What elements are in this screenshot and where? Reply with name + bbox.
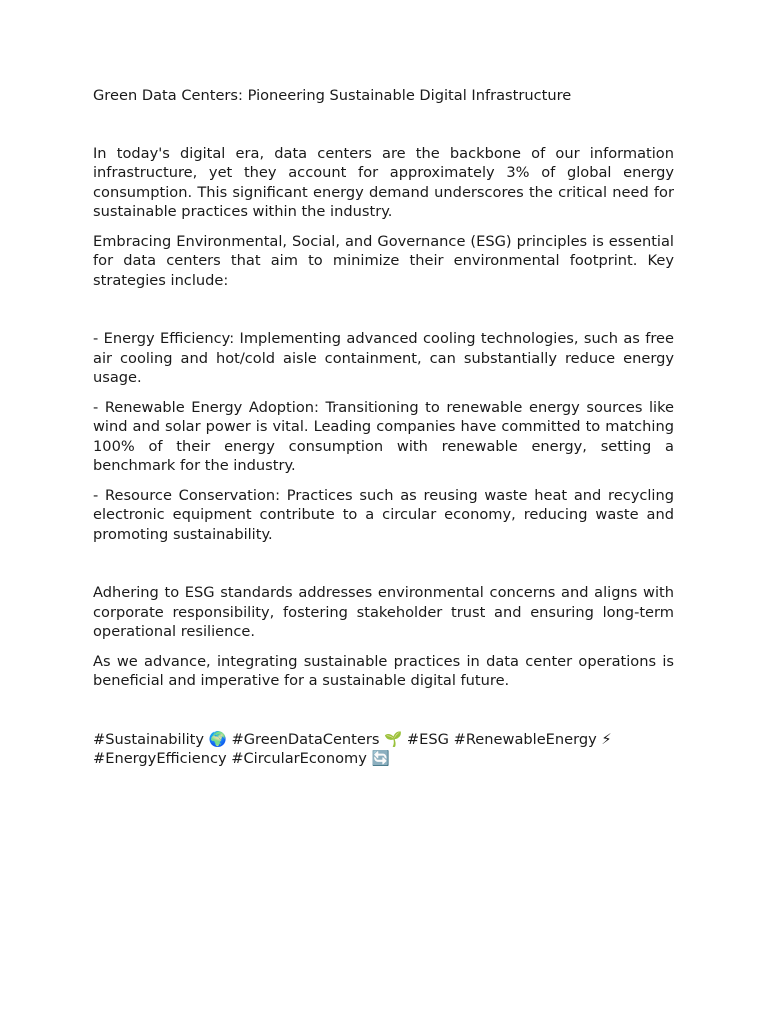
conclusion-paragraph: As we advance, integrating sustainable practices in data center operations is beneficial and imperative for a sustainable digital future. bbox=[93, 652, 674, 689]
strategy-item: - Renewable Energy Adoption: Transitioning to renewable energy sources like wind and solar power is vital. Leading companies have committed to matching 100% of their energy consumption with renewable energy, setting a benchmark for the industry. bbox=[93, 398, 674, 474]
strategy-item: - Resource Conservation: Practices such as reusing waste heat and recycling electronic equipment contribute to a circular economy, reducing waste and promoting sustainability. bbox=[93, 486, 674, 543]
paragraph-spacer bbox=[93, 554, 674, 583]
intro-paragraph: In today's digital era, data centers are the backbone of our information infrastructure, yet they account for approximately 3% of global energy consumption. This significant energy demand underscores the critical need for sustainable practices within the industry. bbox=[93, 144, 674, 220]
paragraph-spacer bbox=[93, 300, 674, 329]
document-title: Green Data Centers: Pioneering Sustainable Digital Infrastructure bbox=[93, 87, 572, 104]
intro-paragraph: Embracing Environmental, Social, and Governance (ESG) principles is essential for data centers that aim to minimize their environmental footprint. Key strategies include: bbox=[93, 232, 674, 289]
hashtag-line: #EnergyEfficiency #CircularEconomy 🔄 bbox=[93, 750, 390, 767]
paragraph-spacer bbox=[93, 701, 674, 730]
document-page bbox=[93, 86, 674, 769]
hashtag-line: #Sustainability 🌍 #GreenDataCenters 🌱 #ESG #RenewableEnergy ⚡ bbox=[93, 730, 612, 748]
conclusion-paragraph: Adhering to ESG standards addresses environmental concerns and aligns with corporate responsibility, fostering stakeholder trust and ensuring long-term operational resilience. bbox=[93, 584, 674, 640]
strategy-item: - Energy Efficiency: Implementing advanced cooling technologies, such as free air cooling and hot/cold aisle containment, can substantially reduce energy usage. bbox=[93, 330, 674, 386]
hashtag-block bbox=[93, 730, 674, 769]
